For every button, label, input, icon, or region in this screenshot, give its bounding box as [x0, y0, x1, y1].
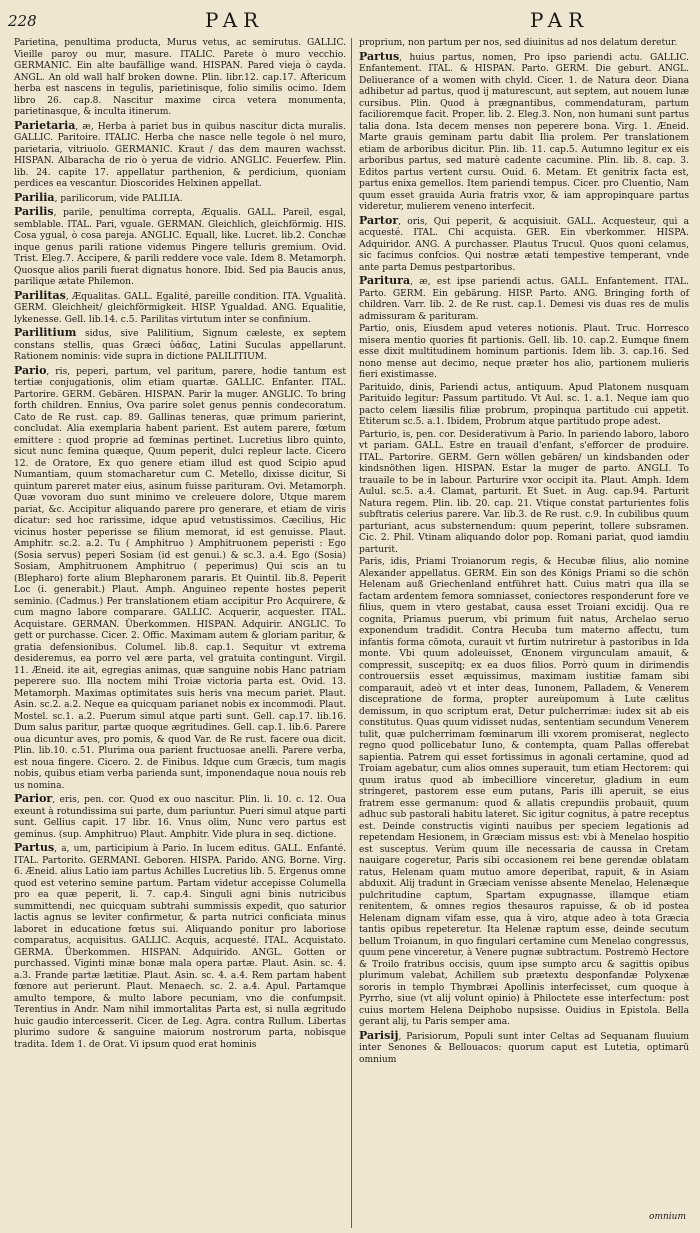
entry-text: , æ, Herba à pariet bus in quibus nascitur dicta muralis. GALLIC. Paritoire. ITALIC. Herba che nasce nelle tegole ò nel muro, parietaria, vitriuolo. GERMANIC. Kraut / das dem mauren wachsst. HISPAN. Albaracha de rio ò yerua de vidrio. ANGLIC. Feuerfew. Plin. lib. 24. capite 17. appellatur parthenion, & perdicium, quoniam perdices ea vescantur. Dioscorides Helxinen appellat.: [14, 121, 346, 189]
left-running-title: PAR: [205, 8, 265, 32]
entry-headword: Paritura: [359, 274, 411, 287]
dictionary-entry: [359, 383, 689, 429]
entry-text: , ris, peperi, partum, vel paritum, parere, hodie tantum est tertiæ conjugationis, olim etiam quartæ. GALLIC. Enfanter. ITAL. Partorire. GERM. Gebären. HISPAN. Parir la muger. ANGLIC. To bring forth children. Ennius, Ova parire solet genus pennis condecoratum. Cato de Re rust. cap. 89. Gallinas teneras, quæ primum parierint, concludat. Alia exemplaria habent parient. Est autem parere, fœtum emittere : quod proprie ad fœminas pertinet. Lucretius libro quinto, sicut nunc femina quæque, Quum peperit, dulci repleur lacte. Cicero 12. de Oratore, Ex quo genere etiam illud est quod Scipio apud Numantiam, quum stomacharetur cum C. Metello, dixisse dicitur, Si quintum pareret mater eius, asinum fuisse parituram. Ovi. Metamorph. Quæ vovoram duo sunt minimo ve creleuere dolore, Utque marem pariat, &c. Accipitur aliquando parere pro generare, et etiam de viris dicatur: sed hoc rarissime, idque apud vetustissimos. Cæcilius, Hic vicinus hoster peperisse se filium memorat, id est genuisse. Plaut. Amphitr. sc.2. a.2. Tu ( Amphitruo ) Amphitruonem peperisti : Ego (Sosia servus) peperi Sosiam (id est genui.) & sc.3. a.4. Ego (Sosia) Sosiam, Amphitruonem Amphitruo ( peperimus) Qui scis an tu (Blepharo) forte alium Blepharonem pararis. Et Quintil. lib.8. Peperit Loc (i. generabit.) Plaut. Amph. Anguineo repente hostes peperit seminio. (Cadmus.) Per translationem etiam accipitur Pro Acquirere, & cum magno labore comparare. GALLIC. Acquerir, acquester. ITAL. Acquistare. GERMAN. Überkommen. HISPAN. Adquirir. ANGLIC. To gett or purchasse. Cicer. 2. Offic. Maximam autem & gloriam paritur, & gratia defensionibus. Columel. lib.8. cap.1. Sequitur vt extrema desideremus, ea porro vel ære parta, vel gratuita contingunt. Virgil. 11. Æneid. ite ait, egregias animas, quæ sanguine nobis Hanc patriam peperere suo. Illa noctem mihi Troiæ victoria parta est. Ovid. 13. Metamorph. Maximas optimitates suis heris vna mecum pariet. Plaut. Asin. sc.2. a.2. Neque ea quicquam parianet nobis ex incommodi. Plaut. Mostel. sc.1. a.2. Puerum simul atque parti sunt. Gell. cap.17. lib.16. Dum salus paritur, partæ quoque ægritudines. Gell. cap.1. lib.6. Parere oua dicuntur aves, pro pomis, & quod Var. de Re rust. facere oua dicit. Plin. lib.10. c.51. Plurima oua parient fructuosae anelli. Parere verba, est noua fingere. Cicero. 2. de Finibus. Idque cum Græcis, tum magis nobis, quibus etiam verba parienda sunt, imponendaque noua nouis reb us nomina.: [14, 366, 346, 791]
entry-headword: Parilitas: [14, 288, 66, 302]
entry-text: , oris, Qui peperit, & acquisiuit. GALL. Acquesteur, qui a acquesté. ITAL. Chi acquista. GER. Ein vberkommer. HISPA. Adquiridor. ANG. A purchasser. Plautus Trucul. Quos quoni celamus, sic facimus confcios. Qui nostræ ætati tempestive temperant, vnde ante parta Demus pestpartoribus.: [359, 216, 689, 273]
entry-text: Partio, onis, Eiusdem apud veteres notionis. Plaut. Truc. Horresco misera mentio quories fit partionis. Gell. lib. 10. cap.2. Eumque finem esse dixit multitudinem hominum partionis. Idem lib. 3. cap.16. Sed nono mense aut decimo, neque præter hos alio, partionem mulieris fieri existimasse.: [359, 324, 689, 380]
entry-text: proprium, non partum per nos, sed diuinitus ad nos delatum deretur.: [359, 38, 678, 48]
right-column: [359, 38, 689, 1067]
entry-headword: Pario: [14, 363, 47, 377]
entry-headword: Parilitium: [14, 326, 77, 339]
entry-headword: Partor: [359, 213, 399, 227]
column-divider: [351, 38, 352, 1228]
entry-text: , huius partus, nomen, Pro ipso pariendi actu. GALLIC. Enfantement. ITAL. & HISPAN. Parto. GERM. Die geburt. ANGL. Deliuerance of a women with chyld. Cicer. 1. de Natura deor. Diana adhibetur ad partus, quod ij maturescunt, aut septem, aut nouem lunæ cursibus. Plin. Quod à prægnantibus, commendaturam, partum facilioremque facit. Proper. lib. 2. Eleg.3. Non, non humani sunt partus talia dona. Ista decem menses non peperere bona. Virg. 1. Æneid. Marte grauis geminam partu dabit Ilia prolem. Per translationem etiam de arboribus dicitur. Plin. lib. 11. cap.5. Autumno legitur ex eis arboribus partus, sed maturè cadente cacumine. Plin. lib. 8. cap. 3. Editos partus vertent cursu. Ouid. 6. Metam. Et genitrix facta est, partus enixa gemellos. Item pariendi tempus. Cicer. pro Cluentio, Nam quum esset grauida Auria fratris vxor, & iam appropinquare partus videretur, mulierem veneno interfecit.: [359, 52, 689, 212]
dictionary-entry: [359, 38, 689, 50]
page-header: [0, 6, 700, 36]
dictionary-entry: [14, 365, 346, 793]
dictionary-entry: [14, 206, 346, 289]
entry-text: , eris, pen. cor. Quod ex ouo nascitur. Plin. li. 10. c. 12. Oua exeunt à rotundissima sui parte, dum pariuntur. Pueri simul atque parti sunt. Gellius capit. 17 libr. 16. Vnus olim, Nunc vero partus est geminus. (sup. Amphitruo) Plaut. Amphitr. Vide plura in seq. dictione.: [14, 795, 346, 840]
dictionary-entry: [359, 275, 689, 323]
entry-headword: Partus: [359, 49, 400, 63]
entry-text: , parilicorum, vide PALILIA.: [54, 193, 183, 204]
entry-text: , Æqualitas. GALL. Egalité, pareille condition. ITA. Vgualità. GERM. Gleichheit/ gleichförmigkeit. HISP. Ygualdad. ANG. Equalitie, lykenesse. Gell. lib.14. c.5. Parilitas virtutum inter se confinium.: [14, 291, 346, 325]
entry-text: Parietina, penultima producta, Murus vetus, ac semirutus. GALLIC. Vieille paroy ou mur, masure. ITALIC. Parete ò muro vecchio. GERMANIC. Ein alte baufällige wand. HISPAN. Pared vieja ò cayda. ANGL. An old wall half broken downe. Plin. libr.12. cap.17. Aftericum herba est nascens in tegulis, parietinisque, folio similis ocimo. Idem libro 26. cap.8. Nascitur maxime circa vetera monumenta, parietinasque, & inculta itinerum.: [14, 38, 346, 117]
dictionary-entry: [359, 1030, 689, 1067]
entry-headword: Parilis: [14, 205, 54, 218]
entry-text: Parturio, is, pen. cor. Desiderativum à Pario. In pariendo laboro, laboro vt pariam. GALL. Estre en trauail d'enfant, s'efforcer de produire. ITAL. Partorire. GERM. Gern wöllen gebären/ un kindsbanden oder kindsnöthen ligen. HISPAN. Estar la muger de parto. ANGLI. To trauaile to be in labour. Parturire vxor occipit ita. Plaut. Amph. Idem Aulul. sc.5. a.4. Clamat, parturit. Et Suet. in Aug. cap.94. Parturit Natura regem. Plin. lib. 20. cap. 21. Vtique constat parturientes folis subftratis celerius parere. Var. lib.3. de Re rust. c.9. In cubilibus quum parturiant, acus substernendum: quum peperint, tollere subsramen. Cic. 2. Phil. Vtinam aliquando dolor pop. Romani pariat, quod iamdiu parturit.: [359, 429, 689, 555]
dictionary-entry: [14, 120, 346, 191]
dictionary-entry: [14, 793, 346, 841]
page-number: 228: [8, 12, 37, 30]
right-running-title: PAR: [530, 8, 590, 32]
dictionary-entry: [14, 290, 346, 327]
dictionary-entry: [14, 38, 346, 119]
dictionary-entry: [359, 430, 689, 557]
entry-headword: Parilia: [14, 190, 55, 204]
entry-text: , Parisiorum, Populi sunt inter Celtas ad Sequanam fluuium inter Senones & Bellouacos: quorum caput est Lutetia, optimarū omnium: [359, 1031, 689, 1065]
dictionary-entry: [14, 327, 346, 364]
entry-text: sidus, sive Palilitium, Signum cæleste, ex septem constans stellis, quas Græci ὑάδας, Latini Suculas appellarunt. Rationem nominis: vide supra in dictione PALILITIUM.: [14, 329, 346, 362]
dictionary-entry: [359, 324, 689, 382]
entry-text: , æ, est ipse pariendi actus. GALL. Enfantement. ITAL. Parto. GERM. Ein gebärung. HISP. Parto. ANG. Bringing forth of children. Varr. lib. 2. de Re rust. cap.1. Demesi vis duas res de mulis admissuram & parituram.: [359, 277, 689, 322]
entry-text: , parile, penultima correpta, Æqualis. GALL. Pareil, esgal, semblable. ITAL. Pari, vguale. GERMAN. Gleichlich, gleichförmig. HIS. Cosa ygual, ò cosa pareja. ANGLIC. Equall, like. Lucret. lib.2. Conchæ inque genus parili ratione videmus Pingere telluris gremium. Ovid. Trist. Eleg.7. Accipere, & parili reddere voce vale. Idem 8. Metamorph. Quosque alios parili fuerat dignatus honore. Ibid. Sed pia Baucis anus, parilique ætate Philemon.: [14, 208, 346, 287]
entry-headword: Parietaria: [14, 118, 76, 132]
dictionary-entry: [359, 557, 689, 1029]
entry-headword: Partus: [14, 841, 55, 854]
entry-text: , a, um, participium à Pario. In lucem editus. GALL. Enfanté. ITAL. Partorito. GERMANI. Geboren. HISPA. Parido. ANG. Borne. Virg. 6. Æneid. alius Latio iam partus Achilles Lucretius lib. 5. Ergenus omne quod est veterino semine partum. Partam videtur accepisse Columella pro ea quæ peperit, li. 7. cap.4. Singuli agni binis nutricibus summittendi, nec quicquam subtrahi summissis expedit, quo saturior lactis agnus se leviter confirmetur, & parta nutrici conficiata minus laboret in educatione fœtus sui. Aliquando ponitur pro laboriose comparatus, acquisitus. GALLIC. Acquis, acquesté. ITAL. Acquistato. GERMA. Überkommen. HISPAN. Adquirido. ANGL. Gotten or purchassed. Viginti minæ bonæ mala opera partæ. Plaut. Asin. sc. 4. a.3. Frande partæ lætitiæ. Plaut. Asin. sc. 4. a.4. Rem partam habent fœnore aut perierunt. Plaut. Menaech. sc. 2. a.4. Apul. Partamque amulto tempore, & multo labore pecuniam, vno die confumpsit. Terentius in Andr. Nam nihil immortalitas Parta est, si nulla ægritudo huic gaudio intercesserit. Cicer. de Leg. Agra. contra Rullum. Libertas plurimo sudore & sanguine maiorum nostrorum parta, nobisque tradita. Idem 1. de Orat. Vi ipsum quod erat hominis: [14, 844, 346, 1050]
entry-headword: Parisij: [359, 1028, 399, 1042]
dictionary-entry: [14, 842, 346, 1051]
dictionary-entry: [359, 215, 689, 275]
entry-text: Paris, idis, Priami Troianorum regis, & Hecubæ filius, alio nomine Alexander appellatus. GERM. Ein son des Königs Priami so die schön Helenam auß Griechenland entführet hatt. Cuius matri qua illa se factam ardentem femora somniasset, coniectores responderunt fore ve filius, quem in vtero gestabat, causa esset Troiani excidij. Qua re cognita, Priamus puerum, vbi primum fuit natus, Archelao seruo exponendum tradidit. Contra Hecuba tum materno affectu, tum infantis forma cōmota, curauit vt furtim nutriretur à pastoribus in Ida monte. Vbi quum adoleuisset, Œnonem virgunculam amauit, & compressit, suscepitq; ex ea duos filios. Porrò quum in dirimendis controuersiis esset æquissimus, maximam iustitiæ famam sibi comparauit, adeò vt et inter deas, Iunonem, Palladem, & Venerem discepratione de forma, propter aureùpomum à Lute cælitus demissum, in quo scriptum erat, Detur pulcherrimæ: iudex sit ab eis constitutus. Quas quum vidisset nudas, sententiam secundum Venerem tulit, quæ pulcherrimam fœminarum illi vxorem promiserat, neglecto regno quod pollicebatur Iuno, & contempta, quam Pallas offerebat sapientia. Patrem qui esset fortissimus in agonali certamine, quod ad Troiam agebatur, cum alios omnes superauit, tum etiam Hectorem: qui quum iratus quod ab imbecilliore vinceretur, gladium in eum stringeret, pastorem esse eum putans, Paris illi aperuit, se eius fratrem esse germanum: quod & allatis crepundiis probauit, quum adhuc sub pastorali habitu lateret. Sic igitur cognitus, à patre receptus est. Deinde constructis viginti nauibus per speciem legationis ad repetendam Hesionem, in Græciam missus est: vbi à Menelao hospitio est susceptus. Verùm quum ille necessaria de caussa in Cretam nauigare cogeretur, Paris sibi occasionem rei bene gerendæ oblatam ratus, Helenam quam mutuo amore deperibat, rapuit, & in Asiam abduxit. Alij tradunt in Græciam venisse absente Menelao, Helenæque pulchritudine captum, Spartam expugnasse, illamque etiam renitentem, & omnes regios thesauros rapuisse, & ob id postea Helenam dignam vifam esse, qua à viro, atque adeo à tota Græcia tantis opibus repeteretur. Ita Helenæ raptum esse, deinde secutum bellum Troianum, in quo fingulari certamine cum Menelao congressus, quum pene vinceretur, à Venere pugnæ subtractum. Postremò Hectore & Troilo fratribus occisis, quum ipse sumpto arcu & sagittis opibus plurimum valebat, Achillem sub prætextu desponfandæ Polyxenæ sororis in templo Thymbræi Apollinis interfecisset, cum quoque à Pyrrho, siue (vt alij volunt opinio) à Philoctete esse interfectum: post cuius mortem Helena Deiphobo nupsisse. Ouidius in Epistola. Bella gerant alij, tu Paris semper ama.: [359, 557, 689, 1027]
entry-headword: Parior: [14, 792, 53, 805]
entry-text: Parituido, dinis, Pariendi actus, antiquum. Apud Platonem nusquam Parituido legitur: Passum partitudo. Vt Aul. sc. 1. a.1. Neque iam quo pacto celem liæsilis filiæ probrum, propinqua partitudo cui appetit. Etiterum sc.5. a.1. Ibidem, Probrum atque partitudo prope adest.: [359, 382, 689, 427]
dictionary-entry: [359, 51, 689, 214]
dictionary-entry: [14, 192, 346, 206]
left-column: [14, 38, 346, 1052]
catchword: omnium: [649, 1212, 686, 1222]
